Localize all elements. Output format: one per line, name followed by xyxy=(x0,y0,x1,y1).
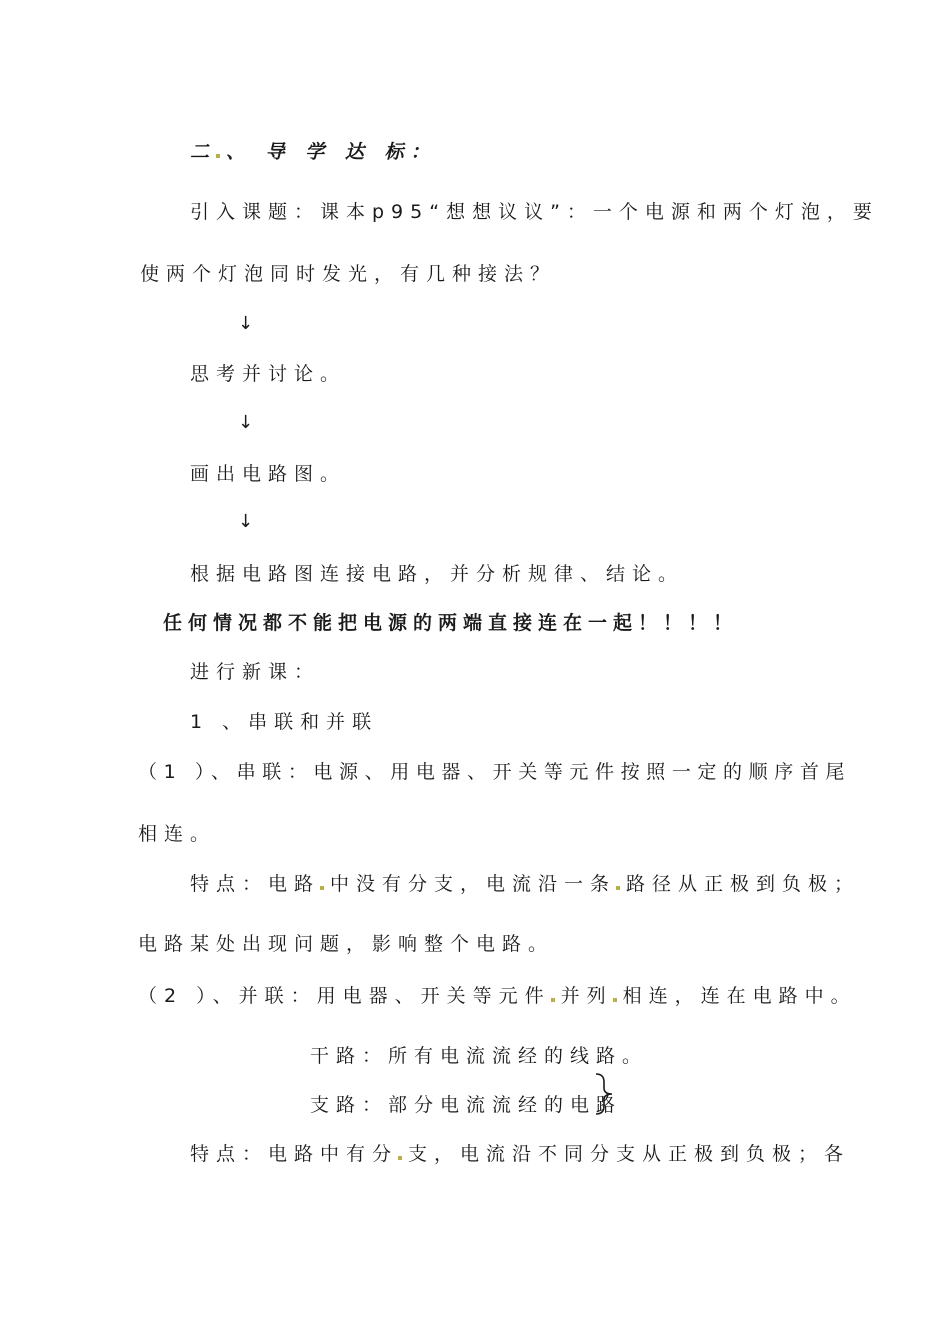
parallel-features-line-1 xyxy=(190,1142,850,1166)
series-definition-line-2: 相连。 xyxy=(138,823,217,845)
warning-text: 任何情况都不能把电源的两端直接连在一起！！！！ xyxy=(163,612,739,634)
section-heading xyxy=(190,140,436,164)
parallel-definition xyxy=(138,984,857,1008)
series-feature-part-a: 特点：电路 xyxy=(190,873,321,895)
series-features-line-1 xyxy=(190,872,860,896)
trunk-definition: 干路：所有电流流经的线路。 xyxy=(310,1045,649,1067)
section-1-title: 1 、串联和并联 xyxy=(190,711,379,733)
highlight-dot xyxy=(216,154,220,158)
down-arrow-icon: ↓ xyxy=(238,313,254,334)
step-draw: 画出电路图。 xyxy=(190,463,347,485)
heading-number: 二 xyxy=(190,141,217,163)
down-arrow-icon: ↓ xyxy=(238,412,254,433)
branch-definition: 支路：部分电流流经的电路 xyxy=(310,1094,623,1116)
brace-icon xyxy=(592,1072,622,1116)
series-definition-line-1: （1 ）、串联：电源、用电器、开关等元件按照一定的顺序首尾 xyxy=(138,761,852,783)
intro-line-1: 引入课题：课本p95“想想议议”：一个电源和两个灯泡，要 xyxy=(190,201,879,223)
highlight-dot xyxy=(320,886,324,890)
parallel-feature-part-b: 支，电流沿不同分支从正极到负极；各 xyxy=(408,1143,851,1165)
series-feature-part-c: 路径从正极到负极； xyxy=(626,873,861,895)
parallel-def-part-a: （2 ）、并联：用电器、开关等元件 xyxy=(138,985,551,1007)
parallel-def-part-c: 相连，连在电路中。 xyxy=(622,985,857,1007)
highlight-dot xyxy=(616,886,620,890)
series-feature-part-b: 中没有分支，电流沿一条 xyxy=(330,873,617,895)
highlight-dot xyxy=(398,1156,402,1160)
series-features-line-2: 电路某处出现问题，影响整个电路。 xyxy=(138,933,555,955)
highlight-dot xyxy=(613,998,617,1002)
step-connect: 根据电路图连接电路，并分析规律、结论。 xyxy=(190,563,685,585)
step-think: 思考并讨论。 xyxy=(190,363,347,385)
parallel-def-part-b: 并列 xyxy=(560,985,613,1007)
intro-line-2: 使两个灯泡同时发光，有几种接法？ xyxy=(140,263,557,285)
heading-title: 、 导 学 达 标： xyxy=(226,141,437,163)
new-lesson-label: 进行新课： xyxy=(190,661,321,683)
down-arrow-icon: ↓ xyxy=(238,511,254,532)
parallel-feature-part-a: 特点：电路中有分 xyxy=(190,1143,399,1165)
highlight-dot xyxy=(551,998,555,1002)
